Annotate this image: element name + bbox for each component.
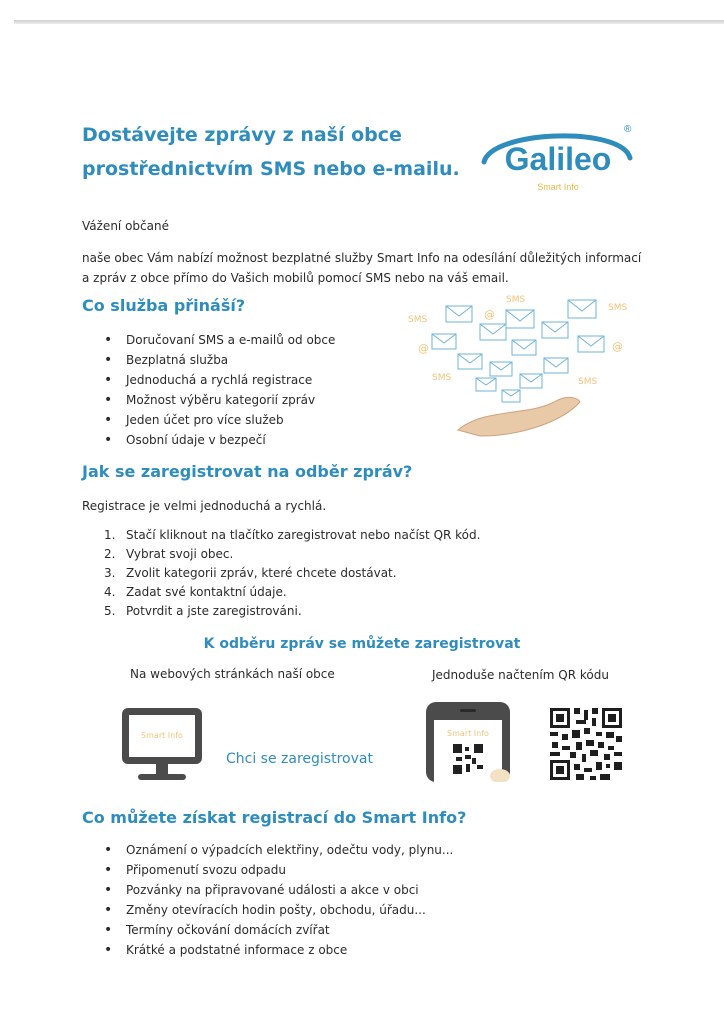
subscribe-heading: K odběru zpráv se můžete zaregistrovat [203,636,521,652]
sms-label: SMS [432,373,452,383]
qr-label: Jednoduše načtením QR kódu [432,668,609,682]
list-item: • Termíny očkování domácích zvířat [104,920,453,940]
hand-icon [458,397,580,436]
list-item: • Možnost výběru kategorií zpráv [104,390,335,410]
intro-text [82,248,692,288]
galileo-logo [478,118,638,198]
list-item: • Doručovaní SMS a e-mailů od obce [104,330,335,350]
scan-edge [14,20,724,24]
phone-icon [426,702,514,782]
web-label: Na webových stránkách naší obce [130,667,335,681]
list-item: • Pozvánky na připravované události a akce v obci [104,880,453,900]
benefits-list [104,330,335,450]
greeting: Vážení občané [82,219,169,233]
registration-steps [104,526,480,621]
list-item: • Oznámení o výpadcích elektřiny, odečtu vody, plynu... [104,840,453,860]
list-item [104,583,480,602]
list-item: • Změny otevíracích hodin pošty, obchodu, úřadu... [104,900,453,920]
list-item [104,602,480,621]
intro-line-1: naše obec Vám nabízí možnost bezplatné služby Smart Info na odesílání důležitých informací [82,251,642,265]
sms-label: SMS [408,315,428,325]
step-text: Vybrat svoji obec. [126,547,234,561]
register-link[interactable]: Chci se zaregistrovat [226,751,373,767]
phone-screen-text: Smart Info [447,729,489,738]
step-text: Zvolit kategorii zpráv, které chcete dostávat. [126,566,397,580]
step-number: 5. [104,604,116,618]
list-item [104,545,480,564]
sms-label: SMS [608,303,628,313]
phone-qr-code-icon [453,744,483,774]
step-number: 3. [104,566,116,580]
registered-mark: ® [624,124,632,135]
step-text: Zadat své kontaktní údaje. [126,585,287,599]
list-item: • Připomenutí svozu odpadu [104,860,453,880]
list-item [104,526,480,545]
list-item [104,564,480,583]
sms-label: SMS [506,295,526,305]
at-sign: @ [418,342,429,355]
at-sign: @ [484,308,495,321]
at-sign: @ [612,340,623,353]
list-item: • Osobní údaje v bezpečí [104,430,335,450]
sms-label: SMS [578,377,598,387]
gains-list [104,840,453,960]
list-item: • Bezplatná služba [104,350,335,370]
envelopes-hand-illustration [402,290,638,440]
title-line-1: Dostávejte zprávy z naší obce [82,124,402,146]
registration-heading: Jak se zaregistrovat na odběr zpráv? [82,462,413,481]
list-item: • Jeden účet pro více služeb [104,410,335,430]
step-number: 4. [104,585,116,599]
step-number: 1. [104,528,116,542]
logo-name: Galileo [504,141,612,177]
gains-heading: Co můžete získat registrací do Smart Info? [82,808,467,827]
monitor-screen-text: Smart Info [141,731,183,740]
list-item: • Krátké a podstatné informace z obce [104,940,453,960]
step-text: Stačí kliknout na tlačítko zaregistrovat nebo načíst QR kód. [126,528,481,542]
title-line-2: prostřednictvím SMS nebo e-mailu. [82,158,460,180]
logo-tagline: Smart Info [537,182,579,192]
list-item: • Jednoduchá a rychlá registrace [104,370,335,390]
intro-line-2: a zpráv z obce přímo do Vašich mobilů pomocí SMS nebo na váš email. [82,271,509,285]
step-text: Potvrdit a jste zaregistrováni. [126,604,302,618]
monitor-icon [120,706,204,782]
page-title [82,118,462,186]
registration-intro: Registrace je velmi jednoduchá a rychlá. [82,499,327,513]
step-number: 2. [104,547,116,561]
qr-code-icon [548,706,624,782]
benefits-heading: Co služba přináší? [82,296,246,315]
